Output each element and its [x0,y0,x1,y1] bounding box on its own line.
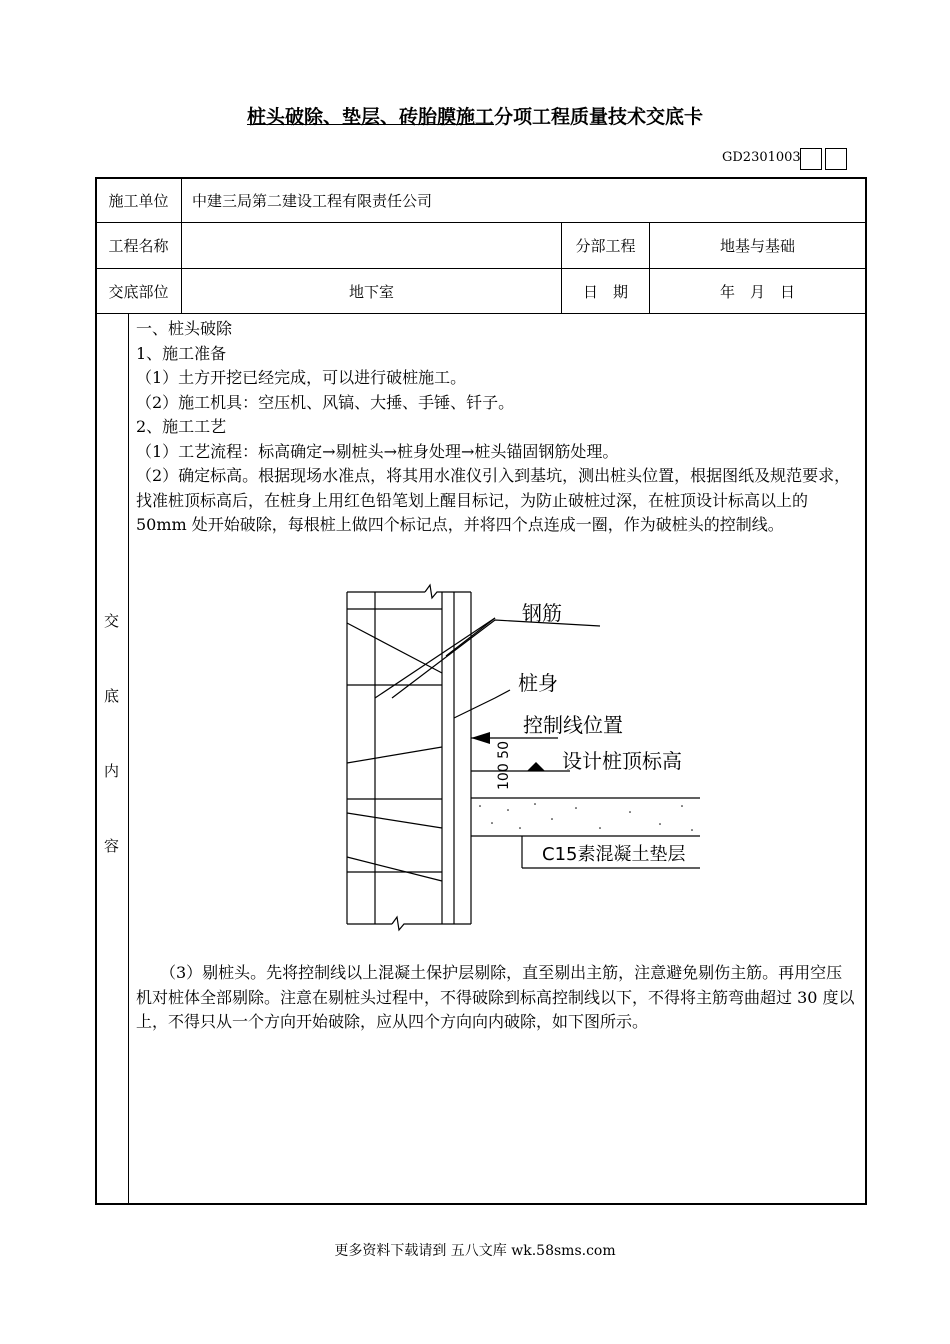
section-heading: 一、桩头破除 [136,319,233,338]
disclosure-content-continued [136,961,858,1035]
division-label: 分部工程 [575,237,636,255]
subsection-heading: 1、施工准备 [136,343,227,363]
disclosure-content [136,317,858,538]
location-value: 地下室 [348,282,394,301]
project-label: 工程名称 [108,237,169,255]
label-rebar: 钢筋 [522,601,562,625]
cushion-speckles [479,803,693,831]
side-label-char-1: 交 [104,612,120,630]
subsection-heading: 2、施工工艺 [136,417,227,436]
pile-head-diagram [330,578,710,938]
title-underlined-part: 桩头破除、垫层、砖胎膜施工 [246,106,494,128]
label-cushion: C15素混凝土垫层 [542,844,686,865]
paragraph: （2）施工机具：空压机、风镐、大捶、手锤、钎子。 [136,392,515,412]
division-value: 地基与基础 [719,237,795,255]
paragraph: （2）确定标高。根据现场水准点，将其用水准仪引入到基坑，测出桩头位置，根据图纸及规范要求，找准桩顶标高后，在桩身上用红色铅笔划上醒目标记，为防止破桩过深，在桩顶设计标高以上的 50mm 处开始破除，每根桩上做四个标记点，并将四个点连成一圈，作为破桩头的控制线。 [136,466,851,534]
paragraph: （1）土方开挖已经完成，可以进行破桩施工。 [136,368,467,387]
location-label: 交底部位 [108,282,169,301]
document-code: GD2301003 [722,150,801,165]
unit-value: 中建三局第二建设工程有限责任公司 [192,191,433,210]
side-label-char-4: 容 [104,837,120,855]
code-box-2 [825,148,847,170]
label-design-elevation: 设计桩顶标高 [562,749,682,773]
label-pile: 桩身 [518,671,558,695]
paragraph: （3）剔桩头。先将控制线以上混凝土保护层剔除，直至剔出主筋，注意避免剔伤主筋。再用空压机对桩体全部剔除。注意在剔桩头过程中，不得破除到标高控制线以下，不得将主筋弯曲超过 30 度以上，不得只从一个方向开始破除，应从四个方向向内破除，如下图所示。 [136,963,855,1031]
side-label-char-2: 底 [104,687,120,705]
title-rest-part: 分项工程质量技术交底卡 [494,106,704,128]
page-title [0,102,950,129]
code-box-1 [800,148,822,170]
project-value [192,223,552,268]
unit-label: 施工单位 [108,191,169,210]
date-value: 年 月 日 [719,282,795,301]
date-label: 日 期 [582,282,628,301]
side-label-char-3: 内 [104,762,120,780]
dimension-label: 100 50 [496,741,512,790]
paragraph: （1）工艺流程：标高确定→剔桩头→桩身处理→桩头锚固钢筋处理。 [136,441,619,461]
footer-note: 更多资料下载请到 五八文库 wk.58sms.com [334,1243,616,1259]
label-control-line: 控制线位置 [523,713,623,737]
